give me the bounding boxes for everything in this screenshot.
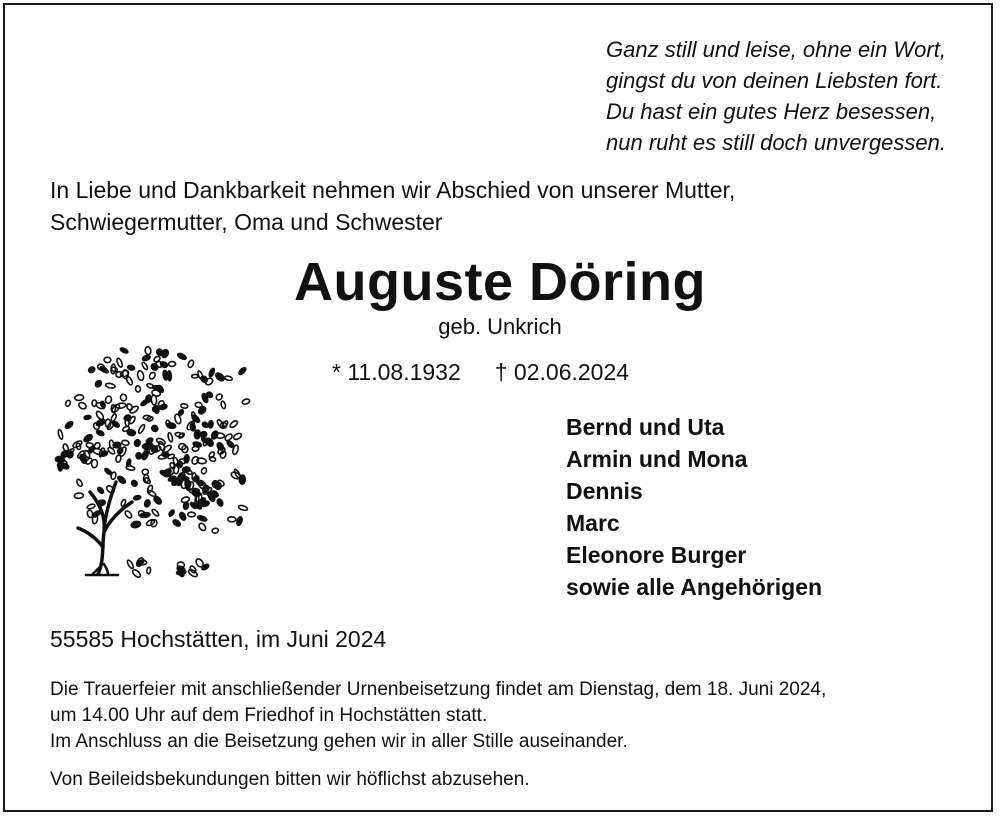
- poem-line: Ganz still und leise, ohne ein Wort,: [606, 37, 946, 62]
- condolence-note: Von Beileidsbekundungen bitten wir höflichst abzusehen.: [50, 769, 530, 790]
- farewell-intro: [50, 174, 735, 238]
- mourner-entry: sowie alle Angehörigen: [566, 574, 823, 600]
- mourner-entry: Marc: [566, 510, 620, 536]
- ceremony-text: Die Trauerfeier mit anschließender Urnenbeisetzung findet am Dienstag, dem 18. Juni 2024,: [50, 679, 827, 700]
- intro-line: In Liebe und Dankbarkeit nehmen wir Abschied von unserer Mutter,: [50, 177, 736, 203]
- maiden-name: geb. Unkrich: [438, 314, 562, 339]
- poem-line: gingst du von deinen Liebsten fort.: [606, 68, 943, 93]
- death-date: † 02.06.2024: [494, 359, 630, 385]
- funeral-info: [50, 677, 826, 793]
- place-and-date: 55585 Hochstätten, im Juni 2024: [50, 626, 387, 652]
- mourner-entry: Armin und Mona: [566, 446, 748, 472]
- memorial-poem: [606, 34, 946, 158]
- birth-date: * 11.08.1932: [332, 359, 461, 385]
- ceremony-text: Im Anschluss an die Beisetzung gehen wir in aller Stille auseinander.: [50, 731, 628, 752]
- poem-line: Du hast ein gutes Herz besessen,: [606, 99, 937, 124]
- deceased-name: Auguste Döring: [294, 252, 706, 312]
- poem-line: nun ruht es still doch unvergessen.: [606, 130, 946, 155]
- mourner-entry: Eleonore Burger: [566, 542, 747, 568]
- tree-with-falling-leaves-icon: [46, 332, 251, 582]
- mourner-entry: Dennis: [566, 478, 643, 504]
- ceremony-text: um 14.00 Uhr auf dem Friedhof in Hochstätten statt.: [50, 705, 488, 726]
- mourners-list: [566, 411, 822, 603]
- intro-line: Schwiegermutter, Oma und Schwester: [50, 209, 443, 235]
- life-dates: [332, 357, 629, 387]
- mourner-entry: Bernd und Uta: [566, 414, 725, 440]
